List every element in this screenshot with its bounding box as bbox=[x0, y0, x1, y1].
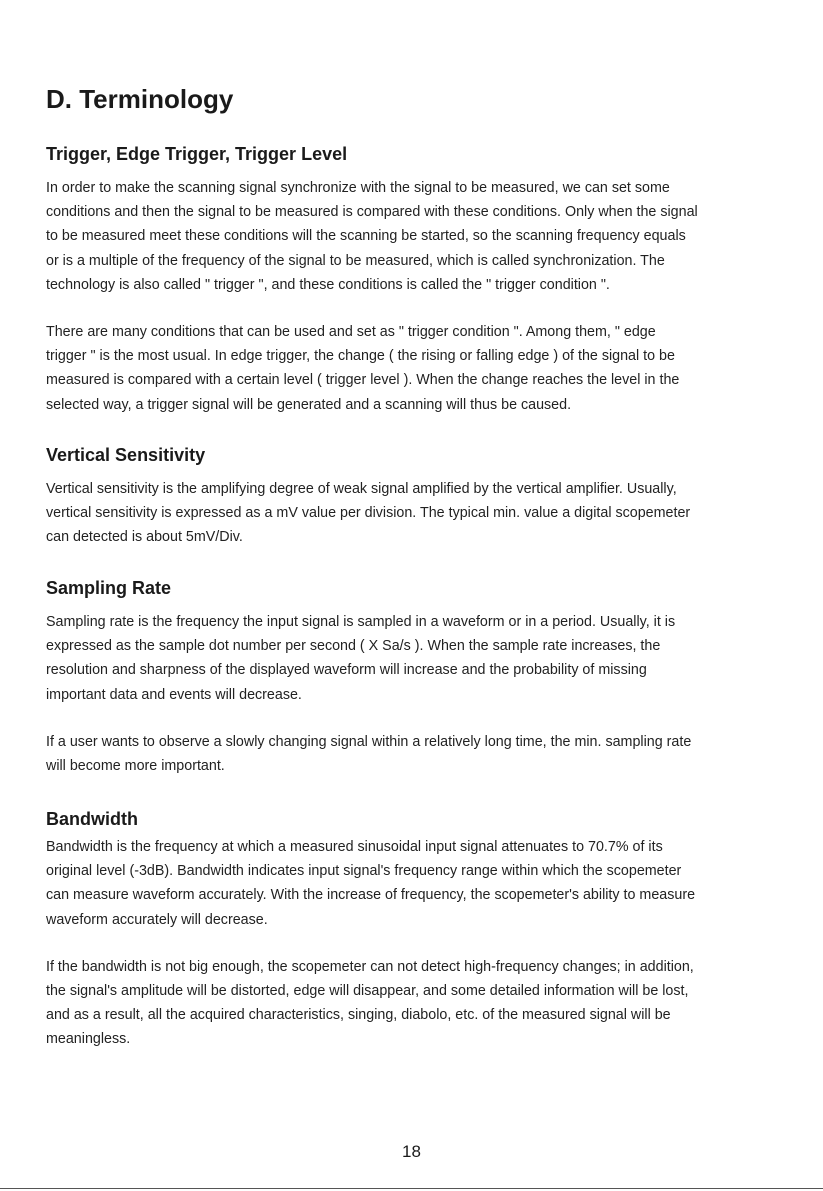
page-number: 18 bbox=[402, 1142, 421, 1161]
text-line: If a user wants to observe a slowly changing signal within a relatively long time, the min. sampling rate bbox=[46, 733, 692, 750]
text-line: waveform accurately will decrease. bbox=[46, 911, 268, 928]
text-line: selected way, a trigger signal will be generated and a scanning will thus be caused. bbox=[46, 396, 572, 413]
section-heading-bandwidth: Bandwidth bbox=[46, 809, 138, 829]
text-line: important data and events will decrease. bbox=[46, 686, 302, 703]
section-sampling-rate bbox=[46, 576, 786, 778]
paragraph-sampling-rate-definition bbox=[46, 610, 786, 707]
text-line: the signal's amplitude will be distorted, edge will disappear, and some detailed information will be lost, bbox=[46, 983, 689, 1000]
text-line: will become more important. bbox=[46, 758, 225, 775]
text-line: conditions and then the signal to be measured is compared with these conditions. Only when the signal bbox=[46, 204, 698, 221]
paragraph-edge-trigger bbox=[46, 320, 786, 417]
text-line: There are many conditions that can be used and set as " trigger condition ". Among them, " edge bbox=[46, 324, 656, 341]
section-bandwidth bbox=[46, 807, 786, 1052]
text-line: vertical sensitivity is expressed as a mV value per division. The typical min. value a digital scopemeter bbox=[46, 505, 691, 522]
text-line: Vertical sensitivity is the amplifying degree of weak signal amplified by the vertical amplifier. Usually, bbox=[46, 481, 677, 497]
text-line: original level (-3dB). Bandwidth indicates input signal's frequency range within which the scopemeter bbox=[46, 863, 682, 880]
page-title: D. Terminology bbox=[46, 84, 234, 114]
section-vertical-sensitivity bbox=[46, 443, 786, 550]
text-line: meaningless. bbox=[46, 1031, 131, 1048]
section-heading-vertical-sensitivity: Vertical Sensitivity bbox=[46, 445, 206, 465]
paragraph-vertical-sensitivity bbox=[46, 477, 786, 550]
text-line: expressed as the sample dot number per second ( X Sa/s ). When the sample rate increases, the bbox=[46, 638, 661, 655]
text-line: measured is compared with a certain level ( trigger level ). When the change reaches the level in the bbox=[46, 372, 680, 389]
section-trigger bbox=[46, 142, 786, 417]
text-line: Sampling rate is the frequency the input signal is sampled in a waveform or in a period. Usually, it is bbox=[46, 614, 676, 630]
page-bottom-divider bbox=[0, 1188, 823, 1189]
text-line: and as a result, all the acquired characteristics, singing, diabolo, etc. of the measured signal will be bbox=[46, 1007, 671, 1024]
paragraph-bandwidth-definition bbox=[46, 835, 786, 932]
text-line: trigger " is the most usual. In edge trigger, the change ( the rising or falling edge ) of the signal to be bbox=[46, 348, 675, 365]
text-line: or is a multiple of the frequency of the signal to be measured, which is called synchronization. The bbox=[46, 252, 665, 269]
paragraph-trigger-definition bbox=[46, 176, 786, 297]
text-line: In order to make the scanning signal synchronize with the signal to be measured, we can set some bbox=[46, 180, 670, 196]
section-heading-trigger: Trigger, Edge Trigger, Trigger Level bbox=[46, 144, 348, 164]
text-line: Bandwidth is the frequency at which a measured sinusoidal input signal attenuates to 70.7% of its bbox=[46, 839, 663, 855]
text-line: technology is also called " trigger ", and these conditions is called the " trigger condition ". bbox=[46, 276, 610, 293]
text-line: can measure waveform accurately. With the increase of frequency, the scopemeter's ability to measure bbox=[46, 887, 696, 904]
text-line: to be measured meet these conditions will the scanning be started, so the scanning frequency equals bbox=[46, 228, 686, 245]
paragraph-bandwidth-note bbox=[46, 955, 786, 1052]
text-line: can detected is about 5mV/Div. bbox=[46, 529, 243, 546]
text-line: If the bandwidth is not big enough, the scopemeter can not detect high-frequency changes; in addition, bbox=[46, 958, 694, 975]
paragraph-sampling-rate-note bbox=[46, 730, 786, 778]
text-line: resolution and sharpness of the displayed waveform will increase and the probability of missing bbox=[46, 662, 647, 679]
section-heading-sampling-rate: Sampling Rate bbox=[46, 578, 172, 598]
